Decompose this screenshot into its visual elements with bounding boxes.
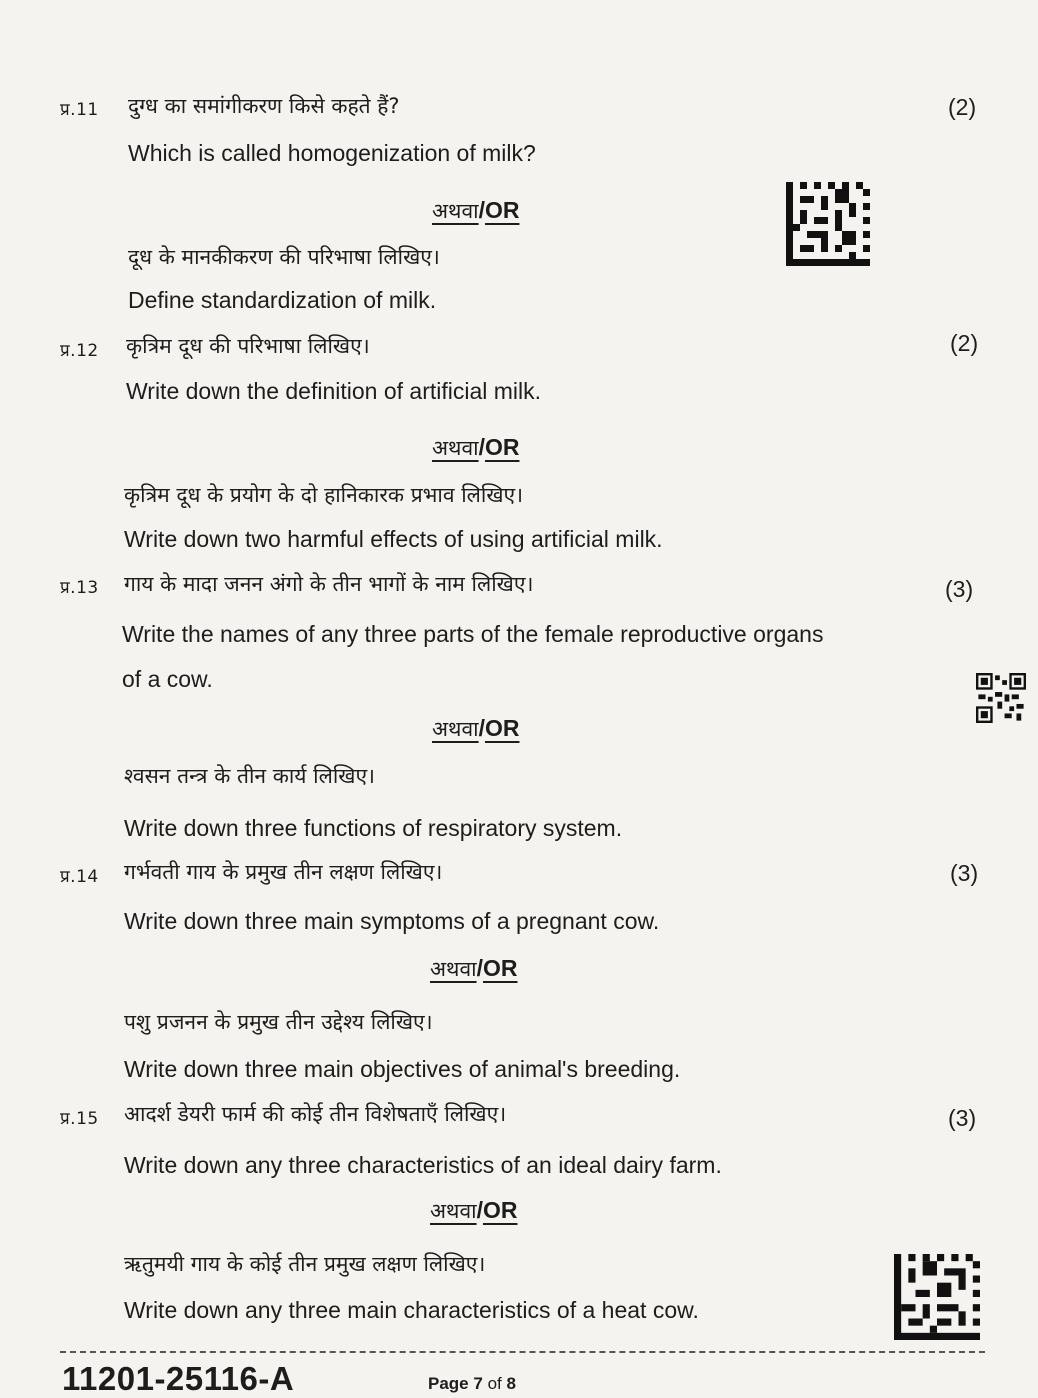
question-13-or-english: Write down three functions of respiratory system. bbox=[124, 815, 623, 841]
qr-code-icon bbox=[976, 673, 1026, 723]
paper-code: 11201-25116-A bbox=[62, 1360, 295, 1397]
or-separator-15: अथवा/OR bbox=[430, 1197, 518, 1223]
datamatrix-code-icon bbox=[786, 180, 870, 268]
or-separator-13: अथवा/OR bbox=[432, 715, 520, 741]
question-12-hindi: कृत्रिम दूध की परिभाषा लिखिए। bbox=[126, 334, 370, 358]
or-separator-11: अथवा/OR bbox=[432, 197, 520, 223]
question-14-or-hindi: पशु प्रजनन के प्रमुख तीन उद्देश्य लिखिए। bbox=[124, 1010, 433, 1034]
question-15-or-hindi: ऋतुमयी गाय के कोई तीन प्रमुख लक्षण लिखिए। bbox=[124, 1252, 486, 1276]
question-11-marks: (2) bbox=[948, 94, 977, 120]
question-14-english: Write down three main symptoms of a pregnant cow. bbox=[124, 908, 660, 934]
question-11-english: Which is called homogenization of milk? bbox=[128, 140, 536, 166]
question-number-15: प्र.15 bbox=[60, 1109, 99, 1129]
question-number-12: प्र.12 bbox=[60, 341, 99, 361]
question-13-hindi: गाय के मादा जनन अंगो के तीन भागों के नाम लिखिए। bbox=[124, 572, 534, 596]
question-15-or-english: Write down any three main characteristics of a heat cow. bbox=[124, 1297, 699, 1323]
question-number-13: प्र.13 bbox=[60, 578, 99, 598]
or-separator-14: अथवा/OR bbox=[430, 955, 518, 981]
datamatrix-code-icon bbox=[894, 1252, 980, 1342]
question-13-english-line2: of a cow. bbox=[122, 666, 213, 692]
question-13-marks: (3) bbox=[945, 576, 974, 602]
question-15-english: Write down any three characteristics of an ideal dairy farm. bbox=[124, 1152, 722, 1178]
question-12-marks: (2) bbox=[950, 330, 979, 356]
question-13-or-hindi: श्वसन तन्त्र के तीन कार्य लिखिए। bbox=[124, 764, 376, 788]
question-13-english-line1: Write the names of any three parts of the female reproductive organs bbox=[122, 621, 824, 647]
question-number-11: प्र.11 bbox=[60, 100, 99, 120]
or-separator-12: अथवा/OR bbox=[432, 434, 520, 460]
question-11-hindi: दुग्ध का समांगीकरण किसे कहते हैं? bbox=[128, 94, 400, 118]
question-14-or-english: Write down three main objectives of animal's breeding. bbox=[124, 1056, 681, 1082]
question-12-or-hindi: कृत्रिम दूध के प्रयोग के दो हानिकारक प्रभाव लिखिए। bbox=[124, 483, 524, 507]
question-15-marks: (3) bbox=[948, 1105, 977, 1131]
question-11-or-english: Define standardization of milk. bbox=[128, 287, 437, 313]
question-11-or-hindi: दूध के मानकीकरण की परिभाषा लिखिए। bbox=[128, 245, 440, 269]
question-number-14: प्र.14 bbox=[60, 867, 99, 887]
question-14-hindi: गर्भवती गाय के प्रमुख तीन लक्षण लिखिए। bbox=[124, 860, 443, 884]
question-12-english: Write down the definition of artificial milk. bbox=[126, 378, 542, 404]
question-15-hindi: आदर्श डेयरी फार्म की कोई तीन विशेषताएँ लिखिए। bbox=[124, 1102, 507, 1126]
question-14-marks: (3) bbox=[950, 860, 979, 886]
question-12-or-english: Write down two harmful effects of using artificial milk. bbox=[124, 526, 663, 552]
footer-divider bbox=[60, 1351, 985, 1353]
page-number: Page 7 of 8 bbox=[428, 1374, 516, 1393]
